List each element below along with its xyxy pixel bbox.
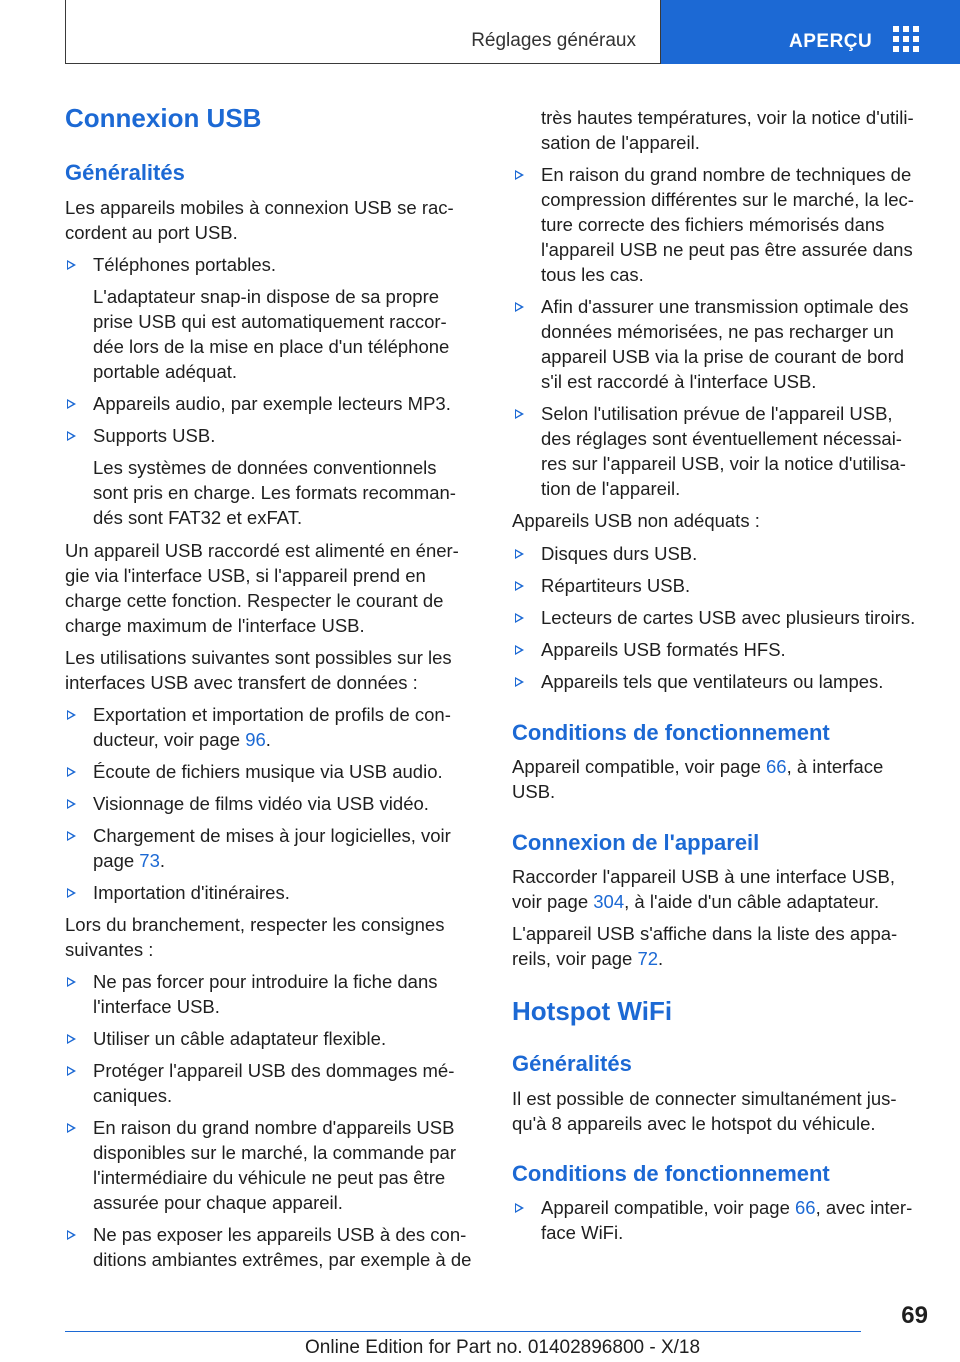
footer-edition: Online Edition for Part no. 01402896800 - X/18 <box>305 1337 701 1358</box>
device-connection-heading: Connexion de l'appareil <box>512 830 760 855</box>
header-frame <box>65 0 661 64</box>
list-item-desc: prise USB qui est automatiquement raccor- <box>93 311 447 332</box>
list-item-text: Appareil compatible, voir page <box>541 1197 796 1218</box>
list-item: ditions ambiantes extrêmes, par exemple à de <box>93 1249 472 1270</box>
paragraph-line: interfaces USB avec transfert de données : <box>65 672 418 693</box>
list-item: Écoute de fichiers musique via USB audio. <box>93 761 443 782</box>
list-item: tous les cas. <box>541 264 644 285</box>
list-item: ture correcte des fichiers mémorisés dans <box>541 214 885 235</box>
list-item: l'appareil USB ne peut pas être assurée dans <box>541 239 913 260</box>
paragraph-line: USB. <box>512 781 556 802</box>
bullet-triangle-icon <box>67 1230 76 1240</box>
list-item: Afin d'assurer une transmission optimale des <box>541 296 909 317</box>
page-link[interactable]: 66 <box>766 756 787 777</box>
bullet-triangle-icon <box>515 549 524 559</box>
intro-line: Les appareils mobiles à connexion USB se rac- <box>65 197 454 218</box>
overview-tab-label: APERÇU <box>789 31 873 52</box>
grid-icon <box>893 26 919 52</box>
list-item: Importation d'itinéraires. <box>93 882 290 903</box>
list-item: Visionnage de films vidéo via USB vidéo. <box>93 793 429 814</box>
bullet-triangle-icon <box>515 645 524 655</box>
header-section <box>66 0 660 64</box>
usb-general-heading: Généralités <box>65 160 185 185</box>
list-item: En raison du grand nombre d'appareils USB <box>93 1117 455 1138</box>
list-item: s'il est raccordé à l'interface USB. <box>541 371 817 392</box>
paragraph-line: Un appareil USB raccordé est alimenté en éner- <box>65 540 459 561</box>
list-item: Appareils USB formatés HFS. <box>541 639 786 660</box>
list-item: Lecteurs de cartes USB avec plusieurs tiroirs. <box>541 607 916 628</box>
list-item: Selon l'utilisation prévue de l'appareil USB, <box>541 403 893 424</box>
list-item: appareil USB via la prise de courant de bord <box>541 346 905 367</box>
list-item-desc: L'adaptateur snap-in dispose de sa propre <box>93 286 440 307</box>
bullet-triangle-icon <box>67 767 76 777</box>
page-number: 69 <box>901 1302 928 1329</box>
footer-divider <box>65 1331 861 1332</box>
hotspot-conditions-heading: Conditions de fonctionnement <box>512 1161 830 1186</box>
paragraph-text: . <box>658 948 664 969</box>
paragraph-line: Les utilisations suivantes sont possibles sur les <box>65 647 452 668</box>
bullet-triangle-icon <box>67 1034 76 1044</box>
list-item: l'interface USB. <box>93 996 220 1017</box>
list-item: des réglages sont éventuellement nécessai- <box>541 428 902 449</box>
list-item: Utiliser un câble adaptateur flexible. <box>93 1028 387 1049</box>
bullet-triangle-icon <box>515 581 524 591</box>
paragraph-line: gie via l'interface USB, si l'appareil prend en <box>65 565 426 586</box>
bullet-triangle-icon <box>67 799 76 809</box>
list-item: Ne pas exposer les appareils USB à des con- <box>93 1224 467 1245</box>
list-item: Appareils audio, par exemple lecteurs MP3. <box>93 393 451 414</box>
paragraph-line: Raccorder l'appareil USB à une interface USB, <box>512 866 895 887</box>
bullet-triangle-icon <box>515 613 524 623</box>
page-link[interactable]: 96 <box>245 729 266 750</box>
list-item <box>541 1195 912 1220</box>
bullet-triangle-icon <box>67 1123 76 1133</box>
list-item: Disques durs USB. <box>541 543 698 564</box>
list-item: res sur l'appareil USB, voir la notice d'utilisa- <box>541 453 906 474</box>
bullet-triangle-icon <box>67 399 76 409</box>
bullet-triangle-icon <box>67 260 76 270</box>
paragraph-line: qu'à 8 appareils avec le hotspot du véhicule. <box>512 1113 876 1134</box>
paragraph-text: voir page <box>512 891 594 912</box>
list-item: face WiFi. <box>541 1222 624 1243</box>
bullet-triangle-icon <box>67 888 76 898</box>
paragraph-line: L'appareil USB s'affiche dans la liste des appa- <box>512 923 898 944</box>
paragraph-text: reils, voir page <box>512 948 638 969</box>
section-title: Réglages généraux <box>471 30 636 51</box>
list-item: caniques. <box>93 1085 173 1106</box>
list-item: assurée pour chaque appareil. <box>93 1192 343 1213</box>
list-item: ducteur, voir page 96. <box>93 729 271 750</box>
paragraph-line: charge cette fonction. Respecter le courant de <box>65 590 444 611</box>
page-link[interactable]: 73 <box>139 850 160 871</box>
list-item-desc: portable adéquat. <box>93 361 238 382</box>
page-link[interactable]: 304 <box>593 891 625 912</box>
list-item: compression différentes sur le marché, la lec- <box>541 189 914 210</box>
page-link[interactable]: 66 <box>795 1197 816 1218</box>
list-item: Répartiteurs USB. <box>541 575 691 596</box>
bullet-triangle-icon <box>515 170 524 180</box>
paragraph-text: , à interface <box>786 756 884 777</box>
hotspot-general-heading: Généralités <box>512 1051 632 1076</box>
list-item: Chargement de mises à jour logicielles, voir <box>93 825 451 846</box>
list-item-text: , avec inter- <box>815 1197 913 1218</box>
list-item: Supports USB. <box>93 425 216 446</box>
list-item: sation de l'appareil. <box>541 132 700 153</box>
list-item-desc: sont pris en charge. Les formats recomman- <box>93 482 456 503</box>
list-item: très hautes températures, voir la notice d'utili- <box>541 107 914 128</box>
bullet-triangle-icon <box>67 977 76 987</box>
paragraph-line: charge maximum de l'interface USB. <box>65 615 365 636</box>
list-item: disponibles sur le marché, la commande par <box>93 1142 456 1163</box>
bullet-triangle-icon <box>515 1203 524 1213</box>
paragraph-text: Appareil compatible, voir page <box>512 756 767 777</box>
bullet-triangle-icon <box>67 710 76 720</box>
page-link[interactable]: 72 <box>637 948 659 969</box>
overview-tab[interactable] <box>661 0 960 64</box>
list-item-desc: Les systèmes de données conventionnels <box>93 457 437 478</box>
list-item: Protéger l'appareil USB des dommages mé- <box>93 1060 455 1081</box>
paragraph-text: , à l'aide d'un câble adaptateur. <box>624 891 880 912</box>
hotspot-title: Hotspot WiFi <box>512 996 673 1026</box>
paragraph-line <box>512 946 663 971</box>
bullet-triangle-icon <box>515 409 524 419</box>
list-item: En raison du grand nombre de techniques de <box>541 164 912 185</box>
list-item: Ne pas forcer pour introduire la fiche dans <box>93 971 438 992</box>
bullet-triangle-icon <box>515 302 524 312</box>
paragraph-line <box>512 754 883 779</box>
list-item: Exportation et importation de profils de con- <box>93 704 451 725</box>
paragraph-line <box>512 889 879 914</box>
list-item-desc: dée lors de la mise en place d'un téléphone <box>93 336 450 357</box>
list-item: données mémorisées, ne pas recharger un <box>541 321 894 342</box>
intro-line: cordent au port USB. <box>65 222 238 243</box>
bullet-triangle-icon <box>67 431 76 441</box>
paragraph-line: suivantes : <box>65 939 154 960</box>
bullet-triangle-icon <box>67 831 76 841</box>
list-item: l'intermédiaire du véhicule ne peut pas être <box>93 1167 446 1188</box>
list-item-text: ducteur, voir page <box>93 729 246 750</box>
list-item: page 73. <box>93 850 166 871</box>
conditions-heading: Conditions de fonctionnement <box>512 720 830 745</box>
paragraph-line: Appareils USB non adéquats : <box>512 510 760 531</box>
bullet-triangle-icon <box>515 677 524 687</box>
list-item: Appareils tels que ventilateurs ou lampes. <box>541 671 884 692</box>
list-item-text: page <box>93 850 140 871</box>
list-item: tion de l'appareil. <box>541 478 681 499</box>
list-item-desc: dés sont FAT32 et exFAT. <box>93 507 303 528</box>
list-item: Téléphones portables. <box>93 254 277 275</box>
bullet-triangle-icon <box>67 1066 76 1076</box>
paragraph-line: Il est possible de connecter simultanément jus- <box>512 1088 897 1109</box>
paragraph-line: Lors du branchement, respecter les consignes <box>65 914 445 935</box>
usb-title: Connexion USB <box>65 103 262 133</box>
